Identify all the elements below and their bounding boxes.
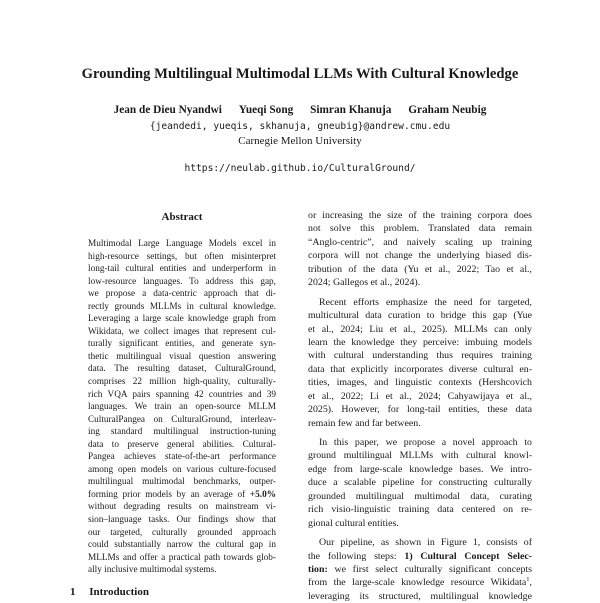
paragraph-line: duce a scalable pipeline for constructing culturally (308, 477, 532, 489)
abstract-line: multilingual multimodal benchmarks, outper- (88, 477, 276, 488)
section-number: 1 (70, 586, 76, 598)
abstract-line: data. The resulting dataset, CulturalGround, (88, 364, 276, 375)
abstract-line: high-resource settings, but often misinterpret (88, 251, 276, 262)
abstract-line: our targeted, culturally grounded approach (88, 527, 276, 538)
abstract-line: Multimodal Large Language Models excel in (88, 239, 276, 249)
abstract-line: Wikidata, we collect images that represent cul- (88, 326, 276, 337)
paragraph-line: tribution of the data (Yu et al., 2022; Tao et al., (308, 263, 532, 275)
paper-title: Grounding Multilingual Multimodal LLMs With Cultural Knowledge (81, 66, 519, 82)
project-url[interactable]: https://neulab.github.io/CulturalGround/ (184, 163, 416, 174)
author-name: Simran Khanuja (310, 104, 392, 116)
paragraph-line: rich visio-linguistic training data centered on re- (308, 504, 532, 516)
paragraph-line: edge from large-scale knowledge bases. We intro- (308, 463, 532, 475)
abstract-line: data to preserve general abilities. Cultural- (88, 439, 276, 450)
paragraph-line: the following steps: 1) Cultural Concept Selec- (308, 550, 532, 562)
abstract-line: we propose a data-centric approach that di- (88, 289, 276, 300)
abstract-line: among open models on various culture-focused (88, 464, 276, 475)
abstract-line: ing standard multilingual instruction-tuning (88, 427, 276, 438)
paragraph-line: ground multilingual MLLMs with cultural knowl- (308, 450, 532, 462)
paragraph-line: tion: we first select culturally significant concepts (308, 563, 532, 575)
abstract-body (88, 238, 276, 577)
abstract-line: rich VQA pairs spanning 42 countries and 39 (88, 389, 276, 400)
paragraph-line: data that explicitly incorporates diverse cultural en- (308, 363, 532, 375)
right-column-text (308, 209, 532, 603)
paragraph-line: grounded multilingual multimodal data, curating (308, 490, 532, 502)
paragraph-line: learn the knowledge they perceive: imbuing models (308, 336, 532, 348)
section-heading (70, 586, 149, 598)
abstract-line: CulturalPangea on CulturalGround, interleav- (88, 414, 276, 425)
paragraph-line: from the large-scale knowledge resource Wikidata$^1$, (308, 576, 532, 589)
paragraph-line: 2024; Gallegos et al., 2024). (308, 277, 421, 289)
abstract-line: ally inclusive multimodal systems. (88, 565, 217, 576)
abstract-line: Pangea achieves state-of-the-art performance (88, 452, 276, 463)
abstract-line: low-resource languages. To address this gap, (88, 276, 276, 287)
abstract-heading: Abstract (161, 211, 203, 223)
paragraph-line: tities, images, and linguistic contexts (Hershcovich (308, 377, 532, 389)
paragraph-line: In this paper, we propose a novel approach to (319, 437, 532, 448)
paragraph-line: gional cultural entities. (308, 517, 399, 529)
abstract-line: sion–language tasks. Our findings show that (88, 515, 276, 526)
abstract-line: languages. We train an open-source MLLM (88, 402, 276, 413)
paragraph-line: et al., 2024; Liu et al., 2025). MLLMs can only (308, 323, 532, 335)
paragraph-line: multicultural data curation to bridge this gap (Yue (308, 310, 532, 322)
abstract-line: Leveraging a large scale knowledge graph from (88, 314, 276, 325)
abstract-line: turally significant entities, and generate syn- (88, 339, 276, 350)
paragraph-line: “Anglo-centric”, and naively scaling up training (308, 236, 532, 248)
author-name: Jean de Dieu Nyandwi (113, 104, 222, 116)
abstract-line: comprises 22 million high-quality, culturally- (88, 377, 276, 388)
paragraph-line: corpora will not change the underlying biased dis- (308, 250, 532, 262)
author-emails: {jeandedi, yueqis, skhanuja, gneubig}@andrew.cmu.edu (149, 121, 451, 132)
author-name: Graham Neubig (408, 104, 487, 116)
abstract-line: MLLMs and offer a practical path towards glob- (88, 552, 276, 563)
paragraph-line: et al., 2022; Li et al., 2024; Cahyawijaya et al., (308, 390, 532, 402)
section-title: Introduction (89, 586, 149, 598)
paragraph-line: with cultural understanding thus requires training (308, 350, 532, 362)
abstract-line: could substantially narrow the cultural gap in (88, 540, 276, 551)
author-name: Yueqi Song (238, 104, 294, 116)
paragraph-line: remain few and far between. (308, 417, 421, 429)
abstract-line: long-tail cultural entities and underperform in (88, 264, 276, 275)
paragraph-line: leveraging its structured, multilingual knowledge (308, 590, 532, 602)
paragraph-line: Recent efforts emphasize the need for targeted, (319, 296, 532, 308)
abstract-line: rectly grounds MLLMs in cultural knowledge. (88, 301, 276, 312)
abstract-line: thetic multilingual visual question answering (88, 351, 276, 362)
abstract-line: forming prior models by an average of +5.0% (88, 489, 276, 500)
paragraph-line: Our pipeline, as shown in Figure 1, consists of (319, 537, 532, 549)
paragraph-line: or increasing the size of the training corpora does (308, 210, 532, 221)
author-list (0, 104, 600, 116)
paragraph-line: 2025). However, for long-tail entities, these data (308, 404, 532, 416)
abstract-line: without degrading results on mainstream vi- (88, 502, 276, 513)
paragraph-line: not solve this problem. Translated data remain (308, 223, 532, 235)
affiliation: Carnegie Mellon University (238, 135, 362, 147)
